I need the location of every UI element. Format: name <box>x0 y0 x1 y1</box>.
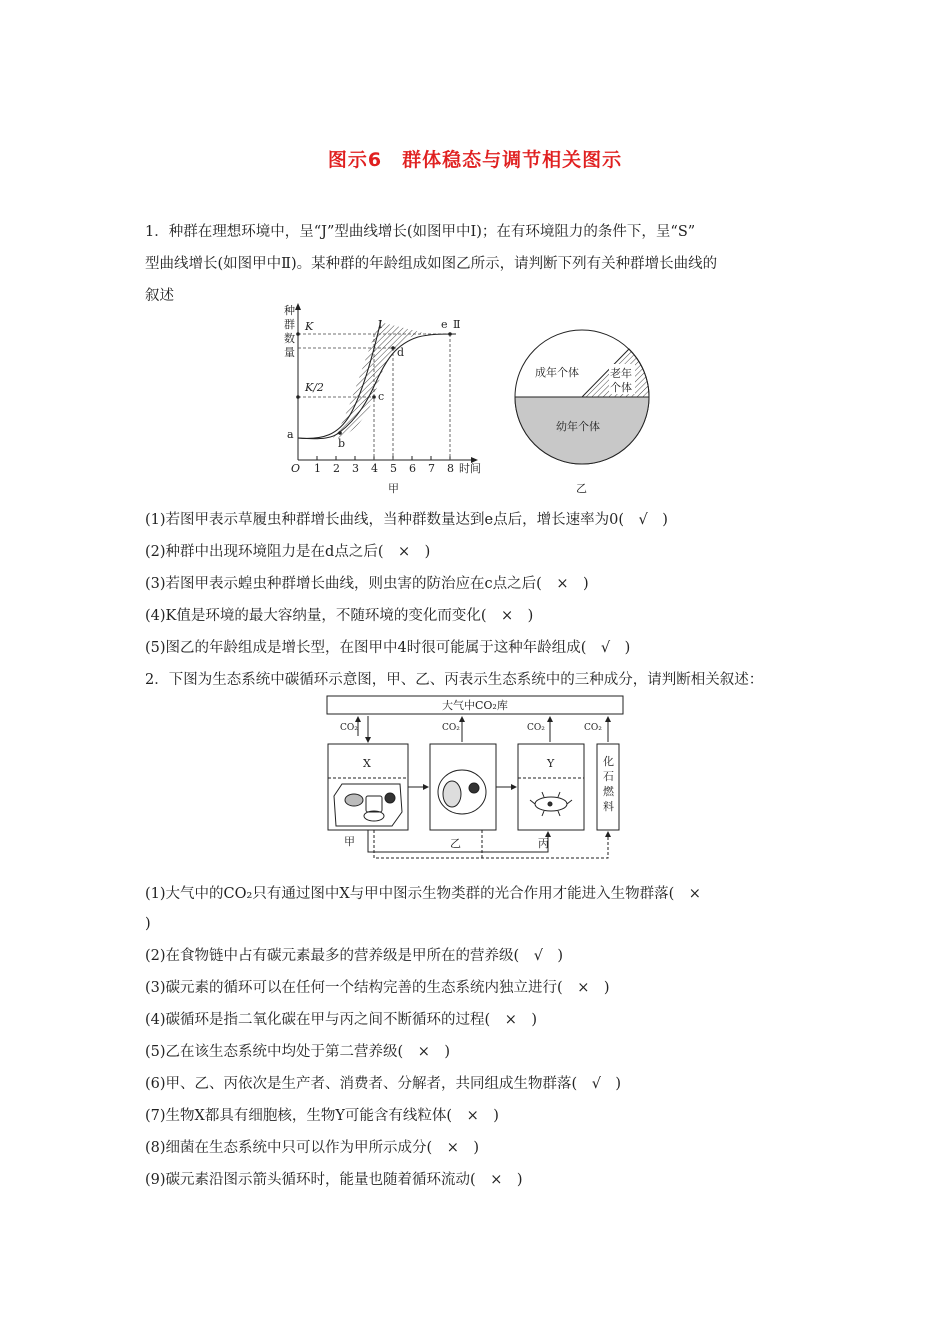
fossil-char: 燃 <box>603 785 614 798</box>
young-label: 幼年个体 <box>556 420 600 433</box>
figure-jia-caption: 甲 <box>388 482 399 495</box>
origin-label: O <box>291 462 301 475</box>
bing-label: 丙 <box>538 837 549 850</box>
q2-item-9: (9)碳元素沿图示箭头循环时，能量也随着循环流动( × ) <box>145 1172 523 1188</box>
ylabel-char: 量 <box>284 346 295 359</box>
q1-item-5: (5)图乙的年龄组成是增长型，在图甲中4时很可能属于这种年龄组成( √ ) <box>145 640 631 656</box>
y-axis-arrow <box>295 303 301 310</box>
carbon-cycle-diagram <box>322 692 632 862</box>
q1-item-4: (4)K值是环境的最大容纳量，不随环境的变化而变化( × ) <box>145 608 534 624</box>
y-label: Y <box>547 757 555 770</box>
q2-item-1-cont: ) <box>145 916 151 932</box>
fossil-char: 料 <box>603 800 614 813</box>
ylabel-char: 数 <box>284 332 295 345</box>
age-structure-pie <box>510 320 660 500</box>
q1-item-1: (1)若图甲表示草履虫种群增长曲线，当种群数量达到e点后，增长速率为0( √ ) <box>145 512 668 528</box>
x-tick-label: 4 <box>371 462 378 475</box>
x-tick-label: 1 <box>314 462 321 475</box>
yi-label: 乙 <box>450 837 461 850</box>
x-tick-label: 5 <box>390 462 397 475</box>
x-label: X <box>363 757 371 770</box>
ylabel-char: 群 <box>284 318 295 331</box>
q1-intro-line-2: 型曲线增长(如图甲中Ⅱ)。某种群的年龄组成如图乙所示，请判断下列有关种群增长曲线的 <box>145 256 718 272</box>
ylabel-char: 种 <box>284 304 295 317</box>
fossil-char: 石 <box>603 770 614 783</box>
x-tick-label: 7 <box>428 462 435 475</box>
q2-item-7: (7)生物X都具有细胞核，生物Y可能含有线粒体( × ) <box>145 1108 499 1124</box>
q2-item-4: (4)碳循环是指二氧化碳在甲与丙之间不断循环的过程( × ) <box>145 1012 538 1028</box>
q1-intro-line-1: 1．种群在理想环境中，呈“J”型曲线增长(如图甲中Ⅰ)；在有环境阻力的条件下，呈“S” <box>145 224 696 240</box>
point-e-label: e <box>441 318 448 331</box>
growth-curve-figure <box>278 300 503 500</box>
co2-label: CO₂ <box>584 723 602 733</box>
point-d-label: d <box>397 346 405 359</box>
plant-cell-icon <box>334 784 402 826</box>
curve-ii-label: Ⅱ <box>453 318 461 331</box>
environmental-resistance-area <box>333 322 428 438</box>
x-tick-label: 2 <box>333 462 340 475</box>
co2-label: CO₂ <box>527 723 545 733</box>
x-tick-label: 8 <box>447 462 454 475</box>
x-axis-label: 时间 <box>459 462 481 475</box>
q1-intro-line-3: 叙述 <box>145 288 174 304</box>
curve-i-label: Ⅰ <box>378 318 383 331</box>
old-label-line1: 老年 <box>610 367 632 380</box>
q1-item-3: (3)若图甲表示蝗虫种群增长曲线，则虫害的防治应在c点之后( × ) <box>145 576 589 592</box>
jia-label: 甲 <box>344 835 355 848</box>
q2-item-1: (1)大气中的CO₂只有通过图中X与甲中图示生物类群的光合作用才能进入生物群落( × <box>145 886 701 902</box>
atmosphere-label: 大气中CO₂库 <box>442 699 508 712</box>
point-a-label: a <box>287 428 294 441</box>
q2-item-3: (3)碳元素的循环可以在任何一个结构完善的生态系统内独立进行( × ) <box>145 980 610 996</box>
q2-item-8: (8)细菌在生态系统中只可以作为甲所示成分( × ) <box>145 1140 480 1156</box>
co2-label: CO₂ <box>442 723 460 733</box>
x-tick-label: 6 <box>409 462 416 475</box>
q1-item-2: (2)种群中出现环境阻力是在d点之后( × ) <box>145 544 431 560</box>
co2-label: CO₂ <box>340 723 358 733</box>
page-title: 图示6 群体稳态与调节相关图示 <box>327 149 623 171</box>
adult-label: 成年个体 <box>535 366 579 379</box>
animal-cell-icon <box>438 770 486 814</box>
x-tick-label: 3 <box>352 462 359 475</box>
k-label: K <box>305 320 314 333</box>
q2-item-2: (2)在食物链中占有碳元素最多的营养级是甲所在的营养级( √ ) <box>145 948 564 964</box>
old-label-line2: 个体 <box>610 381 632 394</box>
fossil-char: 化 <box>603 755 614 768</box>
point-b-label: b <box>338 437 346 450</box>
k2-label: K/2 <box>305 381 324 394</box>
point-c-label: c <box>378 390 385 403</box>
q2-intro: 2．下图为生态系统中碳循环示意图，甲、乙、丙表示生态系统中的三种成分，请判断相关叙述： <box>145 672 764 688</box>
figure-yi-caption: 乙 <box>576 482 587 495</box>
q2-item-5: (5)乙在该生态系统中均处于第二营养级( × ) <box>145 1044 451 1060</box>
q2-item-6: (6)甲、乙、丙依次是生产者、消费者、分解者，共同组成生物群落( √ ) <box>145 1076 622 1092</box>
